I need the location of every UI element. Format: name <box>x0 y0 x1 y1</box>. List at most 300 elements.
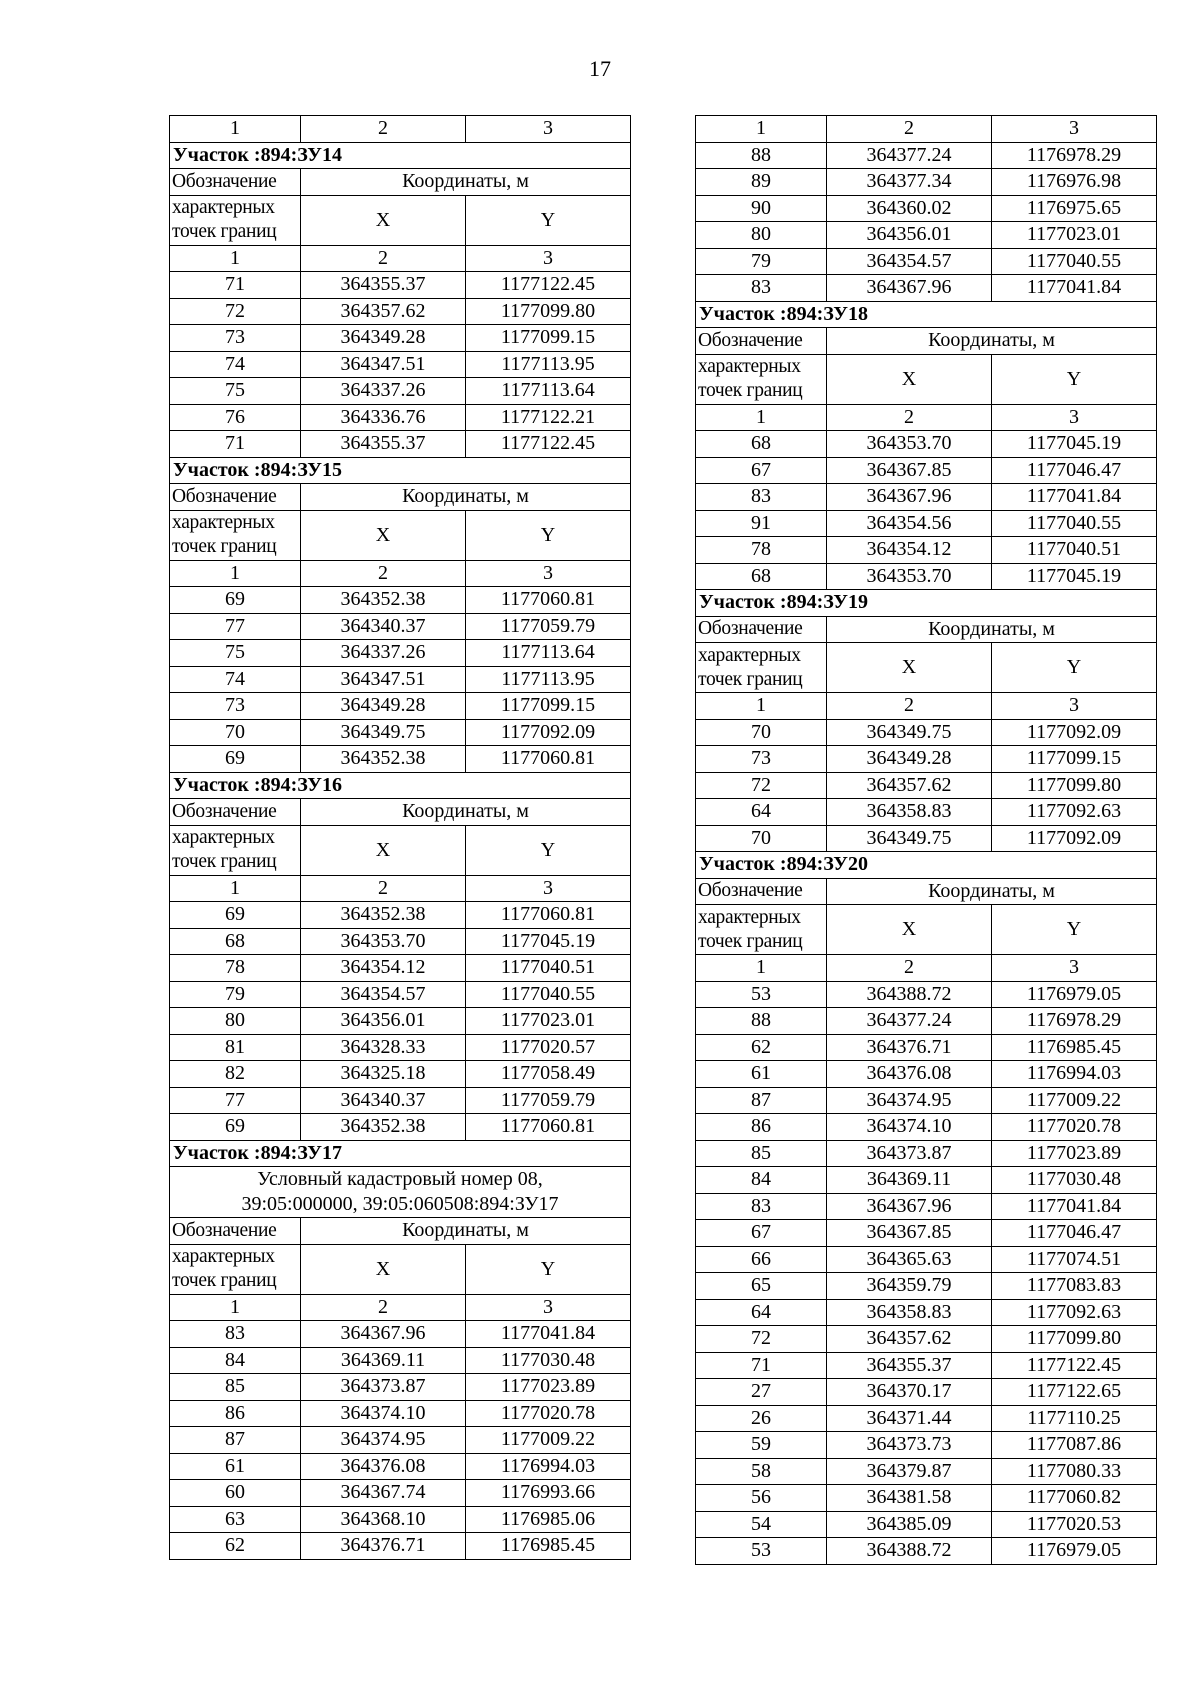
y-coordinate: 1177060.81 <box>466 746 631 773</box>
point-number: 86 <box>696 1114 827 1141</box>
point-number: 79 <box>696 248 827 275</box>
x-coordinate: 364379.87 <box>827 1458 992 1485</box>
point-number: 68 <box>170 928 301 955</box>
y-coordinate: 1177040.51 <box>466 955 631 982</box>
table-row <box>696 1008 1157 1035</box>
y-coordinate: 1177023.89 <box>992 1140 1157 1167</box>
table-row <box>696 1167 1157 1194</box>
point-number: 80 <box>170 1008 301 1035</box>
column-number: 1 <box>170 1294 301 1321</box>
y-header: Y <box>466 510 631 560</box>
point-number: 84 <box>170 1347 301 1374</box>
header-row <box>170 510 631 560</box>
y-coordinate: 1177122.45 <box>466 431 631 458</box>
column-number: 1 <box>170 875 301 902</box>
table-row <box>170 1061 631 1088</box>
x-coordinate: 364325.18 <box>301 1061 466 1088</box>
column-number: 2 <box>301 1294 466 1321</box>
column-number: 1 <box>170 245 301 272</box>
table-row <box>170 272 631 299</box>
section-title: Участок :894:ЗУ20 <box>696 852 1157 879</box>
header-row <box>696 328 1157 355</box>
y-header: Y <box>466 1244 631 1294</box>
table-row <box>696 1140 1157 1167</box>
point-number: 86 <box>170 1400 301 1427</box>
y-coordinate: 1176985.45 <box>466 1533 631 1560</box>
section-title: Участок :894:ЗУ16 <box>170 772 631 799</box>
designation-label: Обозначение <box>170 1218 301 1245</box>
header-row <box>170 169 631 196</box>
x-coordinate: 364370.17 <box>827 1379 992 1406</box>
table-row <box>170 1347 631 1374</box>
y-coordinate: 1177110.25 <box>992 1405 1157 1432</box>
x-coordinate: 364367.96 <box>301 1321 466 1348</box>
point-number: 61 <box>170 1453 301 1480</box>
point-number: 77 <box>170 1087 301 1114</box>
designation-label-line: точек границ <box>172 536 277 557</box>
x-coordinate: 364336.76 <box>301 404 466 431</box>
x-coordinate: 364376.71 <box>301 1533 466 1560</box>
point-number: 85 <box>696 1140 827 1167</box>
y-coordinate: 1177040.55 <box>992 248 1157 275</box>
point-number: 62 <box>170 1533 301 1560</box>
point-number: 88 <box>696 142 827 169</box>
x-coordinate: 364355.37 <box>301 272 466 299</box>
right-coordinates-table <box>695 115 1157 1565</box>
coordinates-label: Координаты, м <box>827 328 1157 355</box>
table-row <box>170 587 631 614</box>
y-coordinate: 1177122.65 <box>992 1379 1157 1406</box>
y-coordinate: 1177113.64 <box>466 640 631 667</box>
x-coordinate: 364328.33 <box>301 1034 466 1061</box>
x-coordinate: 364388.72 <box>827 981 992 1008</box>
section-title: Участок :894:ЗУ18 <box>696 301 1157 328</box>
x-coordinate: 364371.44 <box>827 1405 992 1432</box>
table-row <box>696 169 1157 196</box>
y-coordinate: 1177040.51 <box>992 537 1157 564</box>
x-coordinate: 364376.08 <box>827 1061 992 1088</box>
x-coordinate: 364376.08 <box>301 1453 466 1480</box>
y-coordinate: 1177059.79 <box>466 613 631 640</box>
table-row <box>696 222 1157 249</box>
x-coordinate: 364365.63 <box>827 1246 992 1273</box>
designation-label <box>696 905 827 955</box>
column-number: 1 <box>170 560 301 587</box>
x-header: X <box>301 825 466 875</box>
section-title-row <box>170 142 631 169</box>
x-coordinate: 364353.70 <box>827 431 992 458</box>
x-coordinate: 364360.02 <box>827 195 992 222</box>
table-row <box>696 1538 1157 1565</box>
x-coordinate: 364349.75 <box>827 825 992 852</box>
x-coordinate: 364340.37 <box>301 1087 466 1114</box>
section-title: Участок :894:ЗУ19 <box>696 590 1157 617</box>
column-number-row <box>170 875 631 902</box>
point-number: 90 <box>696 195 827 222</box>
y-coordinate: 1176976.98 <box>992 169 1157 196</box>
x-coordinate: 364358.83 <box>827 1299 992 1326</box>
point-number: 59 <box>696 1432 827 1459</box>
x-coordinate: 364347.51 <box>301 666 466 693</box>
table-row <box>696 1405 1157 1432</box>
table-row <box>696 510 1157 537</box>
column-number-row <box>696 693 1157 720</box>
table-row <box>696 1485 1157 1512</box>
point-number: 78 <box>170 955 301 982</box>
point-number: 53 <box>696 1538 827 1565</box>
x-coordinate: 364349.28 <box>301 693 466 720</box>
page-number: 17 <box>589 56 611 81</box>
column-number-row <box>170 245 631 272</box>
designation-label <box>696 643 827 693</box>
x-coordinate: 364337.26 <box>301 640 466 667</box>
y-header: Y <box>466 195 631 245</box>
point-number: 79 <box>170 981 301 1008</box>
point-number: 87 <box>696 1087 827 1114</box>
column-number: 3 <box>466 560 631 587</box>
x-coordinate: 364357.62 <box>827 772 992 799</box>
section-note-row <box>170 1167 631 1218</box>
table-row <box>696 772 1157 799</box>
column-number: 1 <box>696 404 827 431</box>
table-row <box>170 613 631 640</box>
x-coordinate: 364354.57 <box>301 981 466 1008</box>
y-coordinate: 1177023.01 <box>992 222 1157 249</box>
x-coordinate: 364374.10 <box>301 1400 466 1427</box>
table-row <box>696 195 1157 222</box>
section-title-row <box>696 852 1157 879</box>
point-number: 64 <box>696 799 827 826</box>
table-row <box>170 902 631 929</box>
table-row <box>696 563 1157 590</box>
table-row <box>696 1299 1157 1326</box>
table-row <box>170 981 631 1008</box>
column-number: 2 <box>301 560 466 587</box>
column-number: 2 <box>301 245 466 272</box>
designation-label-line: характерных <box>172 1246 275 1267</box>
point-number: 82 <box>170 1061 301 1088</box>
point-number: 91 <box>696 510 827 537</box>
y-coordinate: 1176985.06 <box>466 1506 631 1533</box>
table-row <box>696 275 1157 302</box>
y-coordinate: 1177041.84 <box>466 1321 631 1348</box>
column-number: 2 <box>827 693 992 720</box>
y-coordinate: 1177099.15 <box>466 325 631 352</box>
y-coordinate: 1177030.48 <box>466 1347 631 1374</box>
table-row <box>696 981 1157 1008</box>
table-row <box>696 537 1157 564</box>
y-coordinate: 1177087.86 <box>992 1432 1157 1459</box>
column-number: 3 <box>992 693 1157 720</box>
point-number: 77 <box>170 613 301 640</box>
table-row <box>696 484 1157 511</box>
designation-label-line: характерных <box>172 197 275 218</box>
x-coordinate: 364377.24 <box>827 142 992 169</box>
y-coordinate: 1177113.64 <box>466 378 631 405</box>
y-coordinate: 1177009.22 <box>992 1087 1157 1114</box>
y-coordinate: 1177009.22 <box>466 1427 631 1454</box>
y-coordinate: 1176979.05 <box>992 981 1157 1008</box>
y-coordinate: 1177045.19 <box>992 431 1157 458</box>
column-number-row <box>170 116 631 143</box>
column-number: 3 <box>992 404 1157 431</box>
point-number: 70 <box>696 825 827 852</box>
table-row <box>170 640 631 667</box>
table-row <box>696 799 1157 826</box>
y-header: Y <box>992 905 1157 955</box>
x-coordinate: 364367.96 <box>827 484 992 511</box>
right-table-body <box>696 116 1157 1565</box>
section-note-line: Условный кадастровый номер 08, <box>257 1168 543 1190</box>
designation-label: Обозначение <box>696 616 827 643</box>
table-row <box>170 404 631 431</box>
point-number: 60 <box>170 1480 301 1507</box>
y-coordinate: 1177099.15 <box>466 693 631 720</box>
point-number: 53 <box>696 981 827 1008</box>
y-coordinate: 1177040.55 <box>992 510 1157 537</box>
column-number: 2 <box>827 404 992 431</box>
x-coordinate: 364347.51 <box>301 351 466 378</box>
point-number: 71 <box>696 1352 827 1379</box>
point-number: 62 <box>696 1034 827 1061</box>
table-row <box>170 378 631 405</box>
x-coordinate: 364349.28 <box>301 325 466 352</box>
left-coordinates-table-wrapper <box>169 115 631 1560</box>
table-row <box>170 1321 631 1348</box>
x-coordinate: 364349.28 <box>827 746 992 773</box>
column-number: 3 <box>466 116 631 143</box>
x-coordinate: 364354.12 <box>827 537 992 564</box>
x-coordinate: 364349.75 <box>827 719 992 746</box>
x-coordinate: 364353.70 <box>301 928 466 955</box>
point-number: 81 <box>170 1034 301 1061</box>
point-number: 74 <box>170 351 301 378</box>
x-coordinate: 364357.62 <box>301 298 466 325</box>
table-row <box>170 431 631 458</box>
point-number: 83 <box>170 1321 301 1348</box>
y-header: Y <box>992 643 1157 693</box>
table-row <box>696 746 1157 773</box>
column-number-row <box>170 1294 631 1321</box>
table-row <box>696 1220 1157 1247</box>
table-row <box>170 1480 631 1507</box>
point-number: 69 <box>170 1114 301 1141</box>
designation-label <box>170 1244 301 1294</box>
y-coordinate: 1177080.33 <box>992 1458 1157 1485</box>
y-coordinate: 1177059.79 <box>466 1087 631 1114</box>
x-coordinate: 364374.95 <box>301 1427 466 1454</box>
x-coordinate: 364357.62 <box>827 1326 992 1353</box>
table-row <box>170 325 631 352</box>
table-row <box>696 1246 1157 1273</box>
x-coordinate: 364376.71 <box>827 1034 992 1061</box>
y-coordinate: 1177060.82 <box>992 1485 1157 1512</box>
x-coordinate: 364340.37 <box>301 613 466 640</box>
x-coordinate: 364354.56 <box>827 510 992 537</box>
x-coordinate: 364353.70 <box>827 563 992 590</box>
header-row <box>696 354 1157 404</box>
table-row <box>696 142 1157 169</box>
point-number: 72 <box>696 1326 827 1353</box>
x-coordinate: 364377.34 <box>827 169 992 196</box>
y-coordinate: 1177058.49 <box>466 1061 631 1088</box>
y-coordinate: 1177122.21 <box>466 404 631 431</box>
table-row <box>696 825 1157 852</box>
x-coordinate: 364373.87 <box>827 1140 992 1167</box>
table-row <box>170 1400 631 1427</box>
y-coordinate: 1177122.45 <box>466 272 631 299</box>
column-number: 1 <box>696 693 827 720</box>
point-number: 64 <box>696 1299 827 1326</box>
table-row <box>696 1511 1157 1538</box>
x-coordinate: 364352.38 <box>301 902 466 929</box>
designation-label <box>170 195 301 245</box>
table-row <box>170 955 631 982</box>
x-coordinate: 364367.96 <box>827 1193 992 1220</box>
point-number: 89 <box>696 169 827 196</box>
x-coordinate: 364368.10 <box>301 1506 466 1533</box>
table-row <box>696 1193 1157 1220</box>
y-coordinate: 1177020.78 <box>466 1400 631 1427</box>
section-title-row <box>696 301 1157 328</box>
header-row <box>170 1244 631 1294</box>
y-coordinate: 1177030.48 <box>992 1167 1157 1194</box>
point-number: 84 <box>696 1167 827 1194</box>
section-title-row <box>170 772 631 799</box>
point-number: 83 <box>696 484 827 511</box>
x-coordinate: 364354.12 <box>301 955 466 982</box>
x-coordinate: 364385.09 <box>827 1511 992 1538</box>
designation-label: Обозначение <box>170 169 301 196</box>
y-coordinate: 1177020.57 <box>466 1034 631 1061</box>
y-coordinate: 1177023.89 <box>466 1374 631 1401</box>
table-row <box>170 351 631 378</box>
header-row <box>170 825 631 875</box>
y-coordinate: 1177041.84 <box>992 484 1157 511</box>
section-title: Участок :894:ЗУ14 <box>170 142 631 169</box>
header-row <box>696 878 1157 905</box>
x-coordinate: 364359.79 <box>827 1273 992 1300</box>
y-coordinate: 1177099.80 <box>992 1326 1157 1353</box>
table-row <box>696 431 1157 458</box>
y-coordinate: 1177092.63 <box>992 799 1157 826</box>
header-row <box>696 905 1157 955</box>
designation-label-line: характерных <box>172 512 275 533</box>
x-header: X <box>301 510 466 560</box>
x-header: X <box>301 1244 466 1294</box>
point-number: 71 <box>170 431 301 458</box>
y-coordinate: 1177045.19 <box>466 928 631 955</box>
column-number: 3 <box>992 955 1157 982</box>
column-number-row <box>696 404 1157 431</box>
y-coordinate: 1177092.63 <box>992 1299 1157 1326</box>
table-row <box>170 1427 631 1454</box>
coordinates-label: Координаты, м <box>301 169 631 196</box>
y-coordinate: 1176994.03 <box>466 1453 631 1480</box>
y-coordinate: 1177060.81 <box>466 1114 631 1141</box>
y-coordinate: 1176994.03 <box>992 1061 1157 1088</box>
designation-label-line: точек границ <box>698 930 803 952</box>
x-coordinate: 364352.38 <box>301 1114 466 1141</box>
x-coordinate: 364358.83 <box>827 799 992 826</box>
y-coordinate: 1177023.01 <box>466 1008 631 1035</box>
x-coordinate: 364374.95 <box>827 1087 992 1114</box>
x-coordinate: 364367.85 <box>827 457 992 484</box>
coordinates-label: Координаты, м <box>301 484 631 511</box>
y-coordinate: 1177046.47 <box>992 457 1157 484</box>
table-row <box>696 248 1157 275</box>
point-number: 83 <box>696 1193 827 1220</box>
designation-label-line: характерных <box>698 644 801 666</box>
point-number: 73 <box>696 746 827 773</box>
designation-label: Обозначение <box>696 878 827 905</box>
x-coordinate: 364369.11 <box>827 1167 992 1194</box>
table-row <box>170 928 631 955</box>
y-coordinate: 1177092.09 <box>992 719 1157 746</box>
point-number: 76 <box>170 404 301 431</box>
header-row <box>696 643 1157 693</box>
table-row <box>170 1034 631 1061</box>
x-coordinate: 364355.37 <box>301 431 466 458</box>
designation-label <box>170 510 301 560</box>
x-coordinate: 364352.38 <box>301 746 466 773</box>
point-number: 72 <box>170 298 301 325</box>
table-row <box>170 1114 631 1141</box>
designation-label <box>170 825 301 875</box>
column-number: 3 <box>466 245 631 272</box>
point-number: 75 <box>170 378 301 405</box>
y-coordinate: 1177046.47 <box>992 1220 1157 1247</box>
designation-label: Обозначение <box>170 799 301 826</box>
x-coordinate: 364388.72 <box>827 1538 992 1565</box>
point-number: 58 <box>696 1458 827 1485</box>
point-number: 83 <box>696 275 827 302</box>
table-row <box>170 1533 631 1560</box>
x-header: X <box>827 354 992 404</box>
y-coordinate: 1176978.29 <box>992 142 1157 169</box>
y-coordinate: 1176993.66 <box>466 1480 631 1507</box>
coordinates-label: Координаты, м <box>301 1218 631 1245</box>
x-header: X <box>827 905 992 955</box>
x-coordinate: 364377.24 <box>827 1008 992 1035</box>
column-number: 3 <box>992 116 1157 143</box>
table-row <box>696 1034 1157 1061</box>
point-number: 69 <box>170 902 301 929</box>
header-row <box>170 1218 631 1245</box>
point-number: 66 <box>696 1246 827 1273</box>
table-row <box>696 1379 1157 1406</box>
header-row <box>696 616 1157 643</box>
x-coordinate: 364349.75 <box>301 719 466 746</box>
y-coordinate: 1177041.84 <box>992 275 1157 302</box>
designation-label: Обозначение <box>696 328 827 355</box>
section-title-row <box>170 1140 631 1167</box>
table-row <box>696 1114 1157 1141</box>
x-coordinate: 364354.57 <box>827 248 992 275</box>
left-table-body <box>170 116 631 1560</box>
point-number: 70 <box>696 719 827 746</box>
y-coordinate: 1176979.05 <box>992 1538 1157 1565</box>
column-number-row <box>696 116 1157 143</box>
header-row <box>170 484 631 511</box>
y-coordinate: 1177092.09 <box>466 719 631 746</box>
y-coordinate: 1177113.95 <box>466 666 631 693</box>
section-title-row <box>696 590 1157 617</box>
y-coordinate: 1176975.65 <box>992 195 1157 222</box>
designation-label: Обозначение <box>170 484 301 511</box>
x-coordinate: 364356.01 <box>301 1008 466 1035</box>
point-number: 27 <box>696 1379 827 1406</box>
